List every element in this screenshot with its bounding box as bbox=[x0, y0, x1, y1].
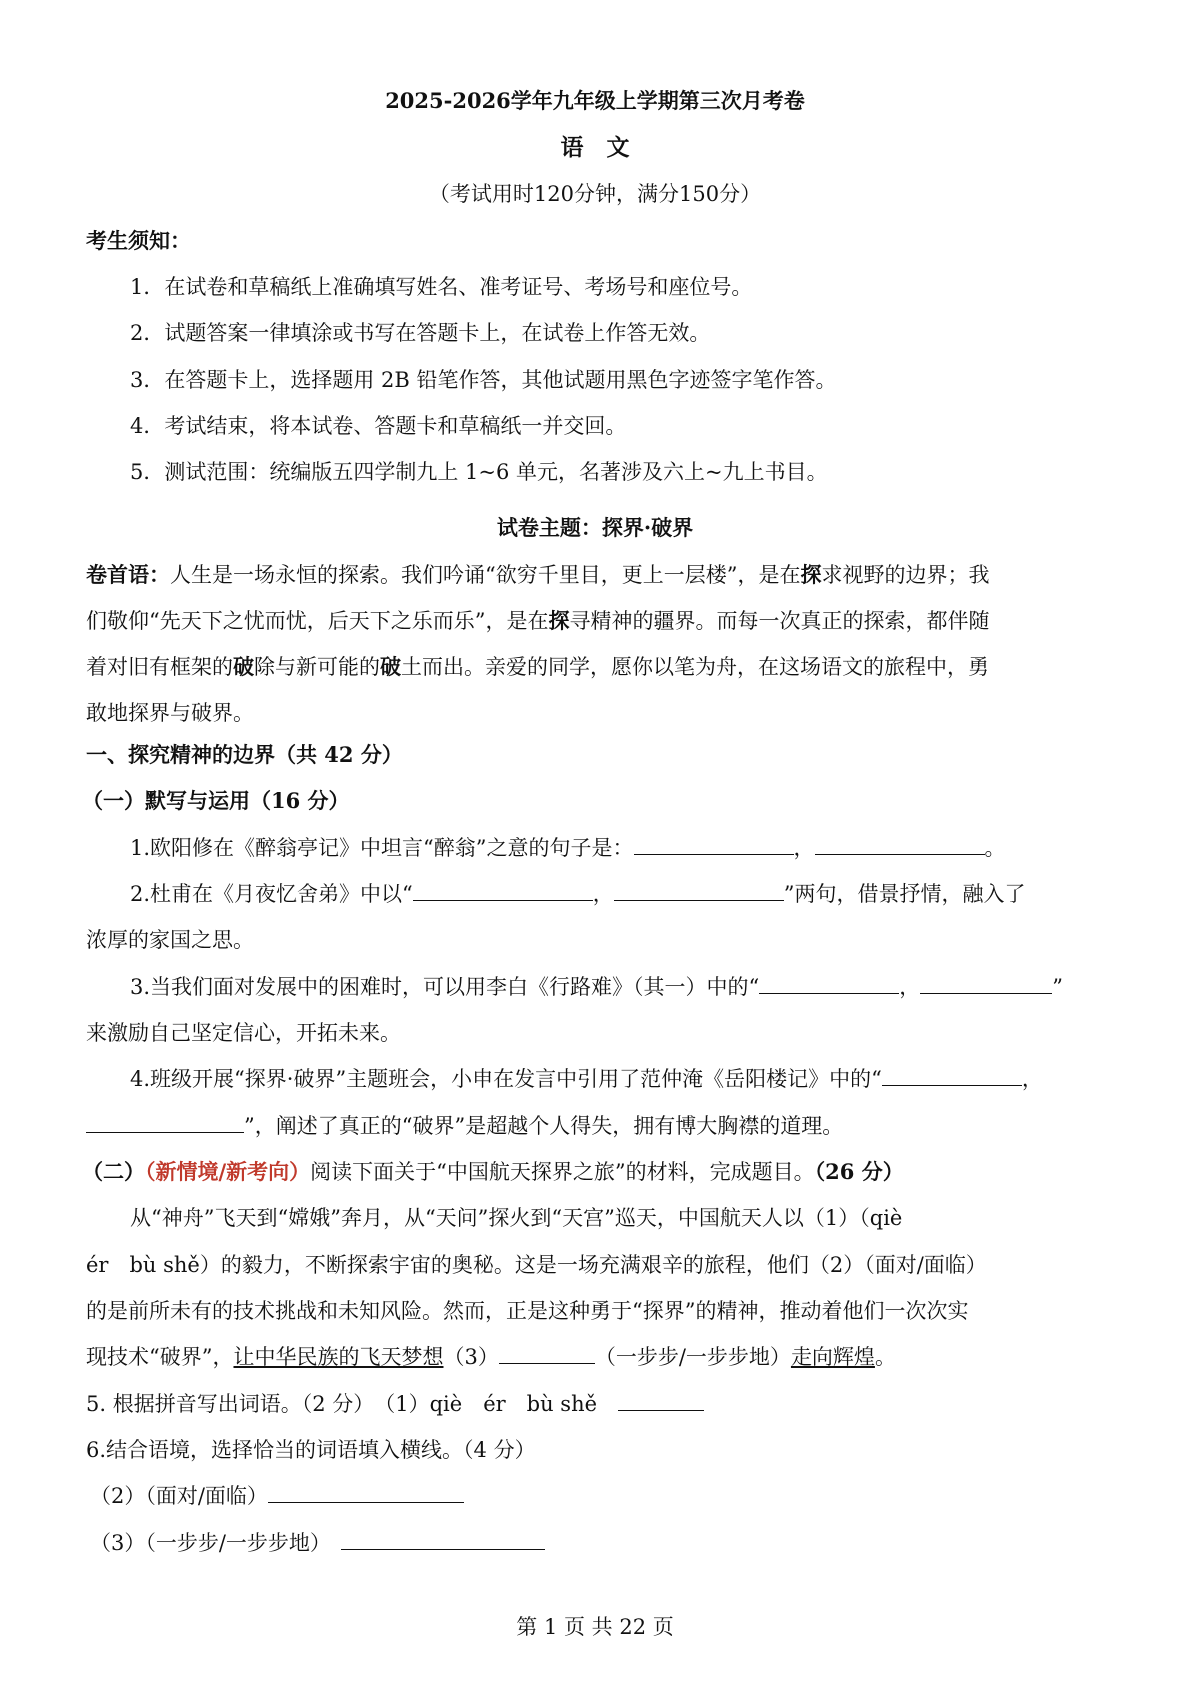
notice-item: 3．在答题卡上，选择题用 2B 铅笔作答，其他试题用黑色字迹签字笔作答。 bbox=[130, 368, 837, 392]
preface-line: 卷首语：人生是一场永恒的探索。我们吟诵“欲穷千里目，更上一层楼”，是在探求视野的边界；我 bbox=[86, 562, 990, 587]
answer-blank[interactable] bbox=[268, 1482, 464, 1503]
notice-item: 1．在试卷和草稿纸上准确填写姓名、准考证号、考场号和座位号。 bbox=[130, 275, 753, 299]
notice-item: 5．测试范围：统编版五四学制九上 1~6 单元，名著涉及六上~九上书目。 bbox=[130, 460, 828, 484]
part1-heading: 一、探究精神的边界（共 42 分） bbox=[86, 742, 403, 767]
preface-line: 着对旧有框架的破除与新可能的破土而出。亲爱的同学，愿你以笔为舟，在这场语文的旅程中，勇 bbox=[86, 654, 989, 679]
question-2: 2.杜甫在《月夜忆舍弟》中以“ ， ”两句，借景抒情，融入了 bbox=[130, 882, 1026, 906]
question-6-item: （2）（面对/面临） bbox=[90, 1481, 1104, 1511]
answer-blank[interactable] bbox=[920, 973, 1052, 994]
question-3-cont: 来激励自己坚定信心，开拓未来。 bbox=[86, 1021, 401, 1045]
answer-blank[interactable] bbox=[413, 880, 593, 901]
preface-label: 卷首语： bbox=[86, 562, 170, 587]
question-2-cont: 浓厚的家国之思。 bbox=[86, 928, 254, 952]
exam-title: 2025-2026学年九年级上学期第三次月考卷 bbox=[385, 88, 805, 113]
answer-blank[interactable] bbox=[815, 834, 985, 855]
exam-duration: （考试用时120分钟，满分150分） bbox=[428, 182, 762, 206]
answer-blank[interactable] bbox=[341, 1529, 545, 1550]
answer-blank[interactable] bbox=[882, 1065, 1022, 1086]
question-1: 1.欧阳修在《醉翁亭记》中坦言“醉翁”之意的句子是： ， 。 bbox=[130, 836, 1006, 860]
answer-blank[interactable] bbox=[499, 1343, 595, 1364]
answer-blank[interactable] bbox=[618, 1390, 704, 1411]
question-4-cont: ”，阐述了真正的“破界”是超越个人得失，拥有博大胸襟的道理。 bbox=[86, 1111, 1104, 1141]
question-4: 4.班级开展“探界·破界”主题班会，小申在发言中引用了范仲淹《岳阳楼记》中的“ ， bbox=[130, 1067, 1043, 1091]
answer-blank[interactable] bbox=[614, 880, 784, 901]
page-footer: 第 1 页 共 22 页 bbox=[516, 1615, 674, 1639]
section1-heading: （一）默写与运用（16 分） bbox=[82, 788, 350, 813]
preface-line: 敢地探界与破界。 bbox=[86, 701, 254, 725]
reading-paragraph-line: ér bù shě）的毅力，不断探索宇宙的奥秘。这是一场充满艰辛的旅程，他们（2）（面对/面临） bbox=[86, 1253, 987, 1277]
answer-blank[interactable] bbox=[634, 834, 794, 855]
question-3: 3.当我们面对发展中的困难时，可以用李白《行路难》（其一）中的“ ， ” bbox=[130, 975, 1064, 999]
question-6-item: （3）（一步步/一步步地） bbox=[90, 1528, 1104, 1558]
question-6: 6.结合语境，选择恰当的词语填入横线。（4 分） bbox=[86, 1438, 536, 1462]
notice-item: 2．试题答案一律填涂或书写在答题卡上，在试卷上作答无效。 bbox=[130, 321, 711, 345]
reading-paragraph-line: 的是前所未有的技术挑战和未知风险。然而，正是这种勇于“探界”的精神，推动着他们一次次实 bbox=[86, 1299, 969, 1323]
reading-paragraph-line: 现技术“破界”，让中华民族的飞天梦想（3） （一步步/一步步地）走向辉煌。 bbox=[86, 1345, 896, 1369]
answer-blank[interactable] bbox=[759, 973, 899, 994]
exam-theme: 试卷主题：探界·破界 bbox=[496, 515, 694, 540]
reading-paragraph-line: 从“神舟”飞天到“嫦娥”奔月，从“天问”探火到“天宫”巡天，中国航天人以（1）（qiè bbox=[130, 1206, 903, 1230]
new-context-tag: （新情境/新考向） bbox=[145, 1159, 311, 1184]
notice-item: 4．考试结束，将本试卷、答题卡和草稿纸一并交回。 bbox=[130, 414, 627, 438]
notice-heading: 考生须知： bbox=[86, 228, 191, 253]
subject-title: 语 文 bbox=[560, 134, 630, 161]
section2-heading: （二）（新情境/新考向）阅读下面关于“中国航天探界之旅”的材料，完成题目。（26 分） bbox=[82, 1159, 904, 1184]
preface-line: 们敬仰“先天下之忧而忧，后天下之乐而乐”，是在探寻精神的疆界。而每一次真正的探索，都伴随 bbox=[86, 608, 990, 633]
answer-blank[interactable] bbox=[86, 1112, 244, 1133]
question-5: 5. 根据拼音写出词语。（2 分） （1）qiè ér bù shě bbox=[86, 1389, 1104, 1419]
